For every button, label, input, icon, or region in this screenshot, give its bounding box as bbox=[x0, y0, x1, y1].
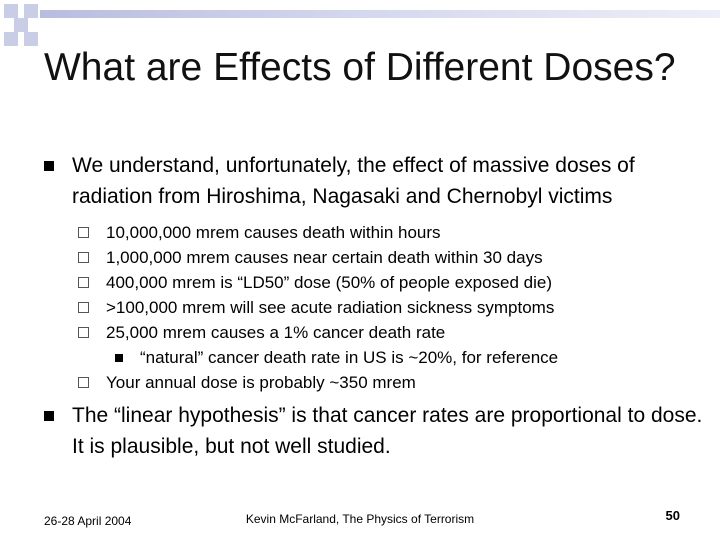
slide-content bbox=[44, 150, 704, 462]
square-bullet-icon bbox=[44, 161, 54, 171]
hollow-square-bullet-icon bbox=[78, 277, 89, 288]
sub-bullet-item bbox=[44, 322, 704, 344]
bullet-item bbox=[44, 150, 704, 394]
footer-date: 26-28 April 2004 bbox=[44, 514, 132, 528]
sub-bullet-item bbox=[44, 222, 704, 244]
footer-author: Kevin McFarland, The Physics of Terrorism bbox=[245, 512, 475, 526]
page-number: 50 bbox=[665, 508, 680, 523]
hollow-square-bullet-icon bbox=[78, 302, 89, 313]
deco-square bbox=[24, 32, 38, 46]
sub-bullet-item bbox=[44, 272, 704, 294]
sub-bullet-label: 400,000 mrem is “LD50” dose (50% of people exposed die) bbox=[106, 273, 553, 292]
sub-bullet-item bbox=[44, 297, 704, 319]
sub-bullet-label: >100,000 mrem will see acute radiation sickness symptoms bbox=[106, 298, 555, 317]
sub-bullet-label: Your annual dose is probably ~350 mrem bbox=[106, 373, 416, 392]
square-bullet-icon bbox=[115, 354, 123, 362]
hollow-square-bullet-icon bbox=[78, 377, 89, 388]
square-bullet-icon bbox=[44, 411, 54, 421]
sub-bullet-list bbox=[44, 222, 704, 394]
sub-bullet-label: 25,000 mrem causes a 1% cancer death rate bbox=[106, 323, 446, 342]
deco-square bbox=[4, 32, 18, 46]
bullet-text-1 bbox=[44, 150, 704, 212]
deco-square bbox=[4, 4, 18, 18]
bullet-label: We understand, unfortunately, the effect of massive doses of radiation from Hiroshima, Nagasaki and Chernobyl victims bbox=[72, 154, 635, 208]
sub-sub-bullet-item bbox=[44, 347, 704, 369]
sub-bullet-item bbox=[44, 247, 704, 269]
sub-bullet-label: 1,000,000 mrem causes near certain death within 30 days bbox=[106, 248, 543, 267]
deco-square bbox=[24, 4, 38, 18]
sub-bullet-item bbox=[44, 372, 704, 394]
sub-bullet-label: 10,000,000 mrem causes death within hours bbox=[106, 223, 441, 242]
hollow-square-bullet-icon bbox=[78, 252, 89, 263]
hollow-square-bullet-icon bbox=[78, 327, 89, 338]
hollow-square-bullet-icon bbox=[78, 227, 89, 238]
deco-top-bar bbox=[40, 10, 720, 18]
slide-title: What are Effects of Different Doses? bbox=[44, 46, 676, 89]
bullet-item bbox=[44, 400, 704, 462]
bullet-label: The “linear hypothesis” is that cancer rates are proportional to dose. It is plausible, but not well studied. bbox=[72, 404, 703, 458]
deco-square bbox=[14, 18, 28, 32]
sub-sub-bullet-label: “natural” cancer death rate in US is ~20%, for reference bbox=[140, 348, 559, 367]
bullet-text-2 bbox=[44, 400, 704, 462]
